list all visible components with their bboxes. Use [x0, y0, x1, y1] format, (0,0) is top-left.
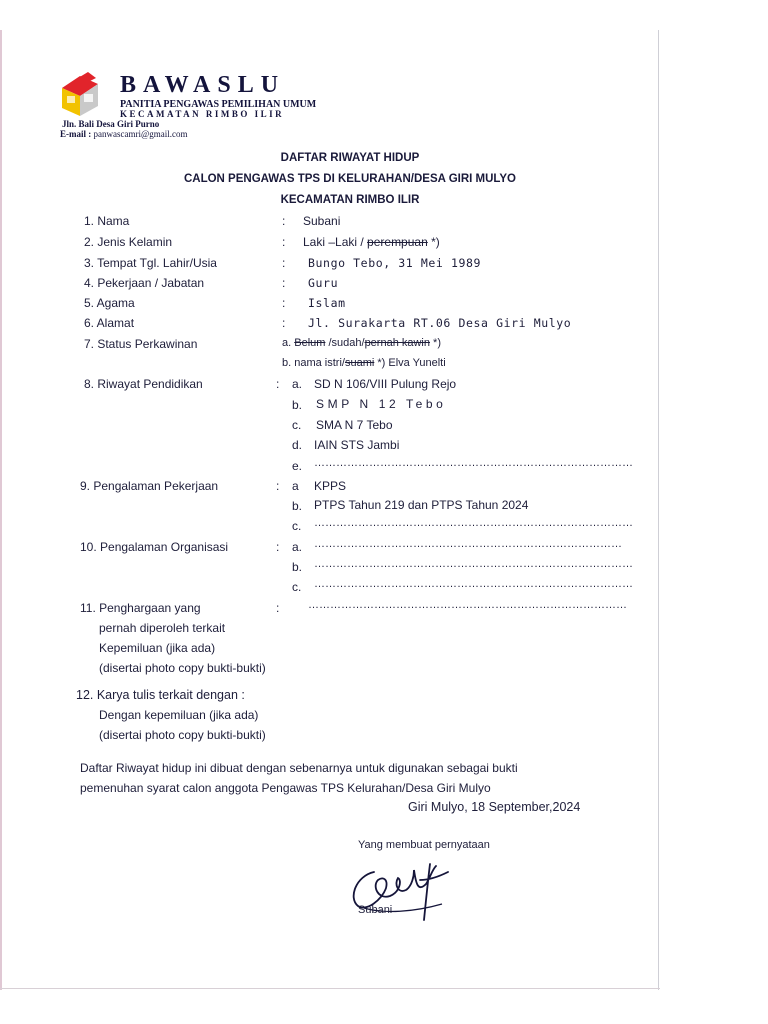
label-alamat: 6. Alamat: [84, 316, 135, 330]
label-karya-tulis: 12. Karya tulis terkait dengan :: [76, 688, 245, 702]
edu-marker: d.: [292, 438, 303, 452]
label-karya-tulis-line: Dengan kepemiluan (jika ada): [99, 708, 259, 722]
org-marker: c.: [292, 580, 302, 594]
edu-item: SD N 106/VIII Pulung Rejo: [314, 377, 457, 391]
label-ttl: 3. Tempat Tgl. Lahir/Usia: [84, 256, 217, 270]
org-email: [60, 129, 188, 139]
colon: :: [276, 377, 280, 391]
penghargaan-blank: ……………………………………………………………………………: [308, 599, 627, 611]
org-district: KECAMATAN RIMBO ILIR: [120, 109, 285, 119]
label-riwayat-pendidikan: 8. Riwayat Pendidikan: [84, 377, 203, 391]
value-status-a: [282, 337, 441, 349]
document-district: KECAMATAN RIMBO ILIR: [280, 194, 420, 206]
label-pengalaman-organisasi: 10. Pengalaman Organisasi: [80, 540, 229, 554]
signer-name: Subani: [358, 904, 393, 916]
status-a-struck2: pernah kawin: [364, 337, 430, 349]
jk-text: Laki –Laki /: [303, 235, 368, 249]
colon: :: [282, 235, 286, 249]
status-a-mid: /sudah/: [325, 337, 365, 349]
label-karya-tulis-line: (disertai photo copy bukti-bukti): [99, 728, 266, 742]
colon: :: [282, 256, 286, 270]
status-a-prefix: a.: [282, 337, 295, 349]
colon: :: [282, 276, 286, 290]
edu-marker: a.: [292, 377, 303, 391]
handwritten-signature: [344, 850, 454, 930]
org-marker: b.: [292, 560, 303, 574]
edu-item-blank: ……………………………………………………………………………: [314, 457, 633, 469]
value-pekerjaan: Guru: [308, 276, 339, 290]
edu-marker: e.: [292, 459, 303, 473]
work-marker: a: [292, 479, 299, 493]
label-penghargaan-line: (disertai photo copy bukti-bukti): [99, 661, 266, 675]
label-jenis-kelamin: 2. Jenis Kelamin: [84, 235, 173, 249]
colon: :: [276, 540, 280, 554]
org-address: Jln. Bali Desa Giri Purno: [62, 119, 160, 129]
org-marker: a.: [292, 540, 303, 554]
label-pekerjaan: 4. Pekerjaan / Jabatan: [84, 276, 205, 290]
bawaslu-logo-icon: [58, 70, 116, 118]
label-nama: 1. Nama: [84, 214, 130, 228]
edu-item: IAIN STS Jambi: [314, 438, 400, 452]
value-nama: Subani: [303, 214, 341, 228]
org-item-blank: …………………………………………………………………………: [314, 538, 622, 550]
place-date: Giri Mulyo, 18 September,2024: [408, 800, 581, 814]
label-agama: 5. Agama: [84, 296, 135, 310]
colon: :: [282, 214, 286, 228]
closing-line-1: Daftar Riwayat hidup ini dibuat dengan sebenarnya untuk digunakan sebagai bukti: [80, 761, 518, 775]
jk-struck-option: perempuan: [367, 235, 428, 249]
label-status-perkawinan: 7. Status Perkawinan: [84, 337, 198, 351]
status-b-struck: suami: [344, 357, 375, 369]
label-pengalaman-pekerjaan: 9. Pengalaman Pekerjaan: [80, 479, 219, 493]
colon: :: [276, 479, 280, 493]
org-item-blank: ……………………………………………………………………………: [314, 578, 633, 590]
jk-suffix: *): [427, 235, 440, 249]
status-b-prefix: b. nama istri/: [282, 357, 345, 369]
document-subtitle: CALON PENGAWAS TPS DI KELURAHAN/DESA GIRI MULYO: [183, 173, 517, 185]
org-item-blank: ……………………………………………………………………………: [314, 558, 633, 570]
edu-item: SMA N 7 Tebo: [316, 418, 393, 432]
label-penghargaan-line: pernah diperoleh terkait: [99, 621, 226, 635]
value-agama: Islam: [308, 296, 346, 310]
value-ttl: Bungo Tebo, 31 Mei 1989: [308, 256, 482, 270]
work-item: PTPS Tahun 219 dan PTPS Tahun 2024: [314, 498, 529, 512]
org-name: BAWASLU: [120, 72, 286, 98]
work-marker: b.: [292, 499, 303, 513]
colon: :: [276, 601, 280, 615]
label-penghargaan-line: Kepemiluan (jika ada): [99, 641, 216, 655]
org-subtitle: PANITIA PENGAWAS PEMILIHAN UMUM: [120, 99, 317, 110]
colon: :: [282, 316, 286, 330]
value-alamat: Jl. Surakarta RT.06 Desa Giri Mulyo: [308, 316, 572, 330]
email-value: panwascamri@gmail.com: [93, 129, 188, 139]
value-jenis-kelamin: [303, 235, 440, 249]
edu-marker: b.: [292, 398, 303, 412]
page-edge-bottom: [0, 988, 660, 989]
work-item: KPPS: [314, 479, 347, 493]
email-label: E-mail :: [60, 129, 92, 139]
edu-marker: c.: [292, 418, 302, 432]
status-a-struck1: Belum: [294, 337, 326, 349]
document-title: DAFTAR RIWAYAT HIDUP: [280, 152, 420, 164]
work-item-blank: ……………………………………………………………………………: [314, 517, 633, 529]
colon: :: [282, 296, 286, 310]
value-status-b: [282, 357, 446, 369]
label-penghargaan: 11. Penghargaan yang: [80, 601, 201, 615]
status-b-suffix: *) Elva Yunelti: [374, 357, 446, 369]
edu-item: SMP N 12 Tebo: [316, 397, 447, 411]
work-marker: c.: [292, 519, 302, 533]
closing-line-2: pemenuhan syarat calon anggota Pengawas TPS Kelurahan/Desa Giri Mulyo: [80, 781, 491, 795]
status-a-suffix: *): [430, 337, 441, 349]
signer-caption: Yang membuat pernyataan: [358, 839, 490, 851]
